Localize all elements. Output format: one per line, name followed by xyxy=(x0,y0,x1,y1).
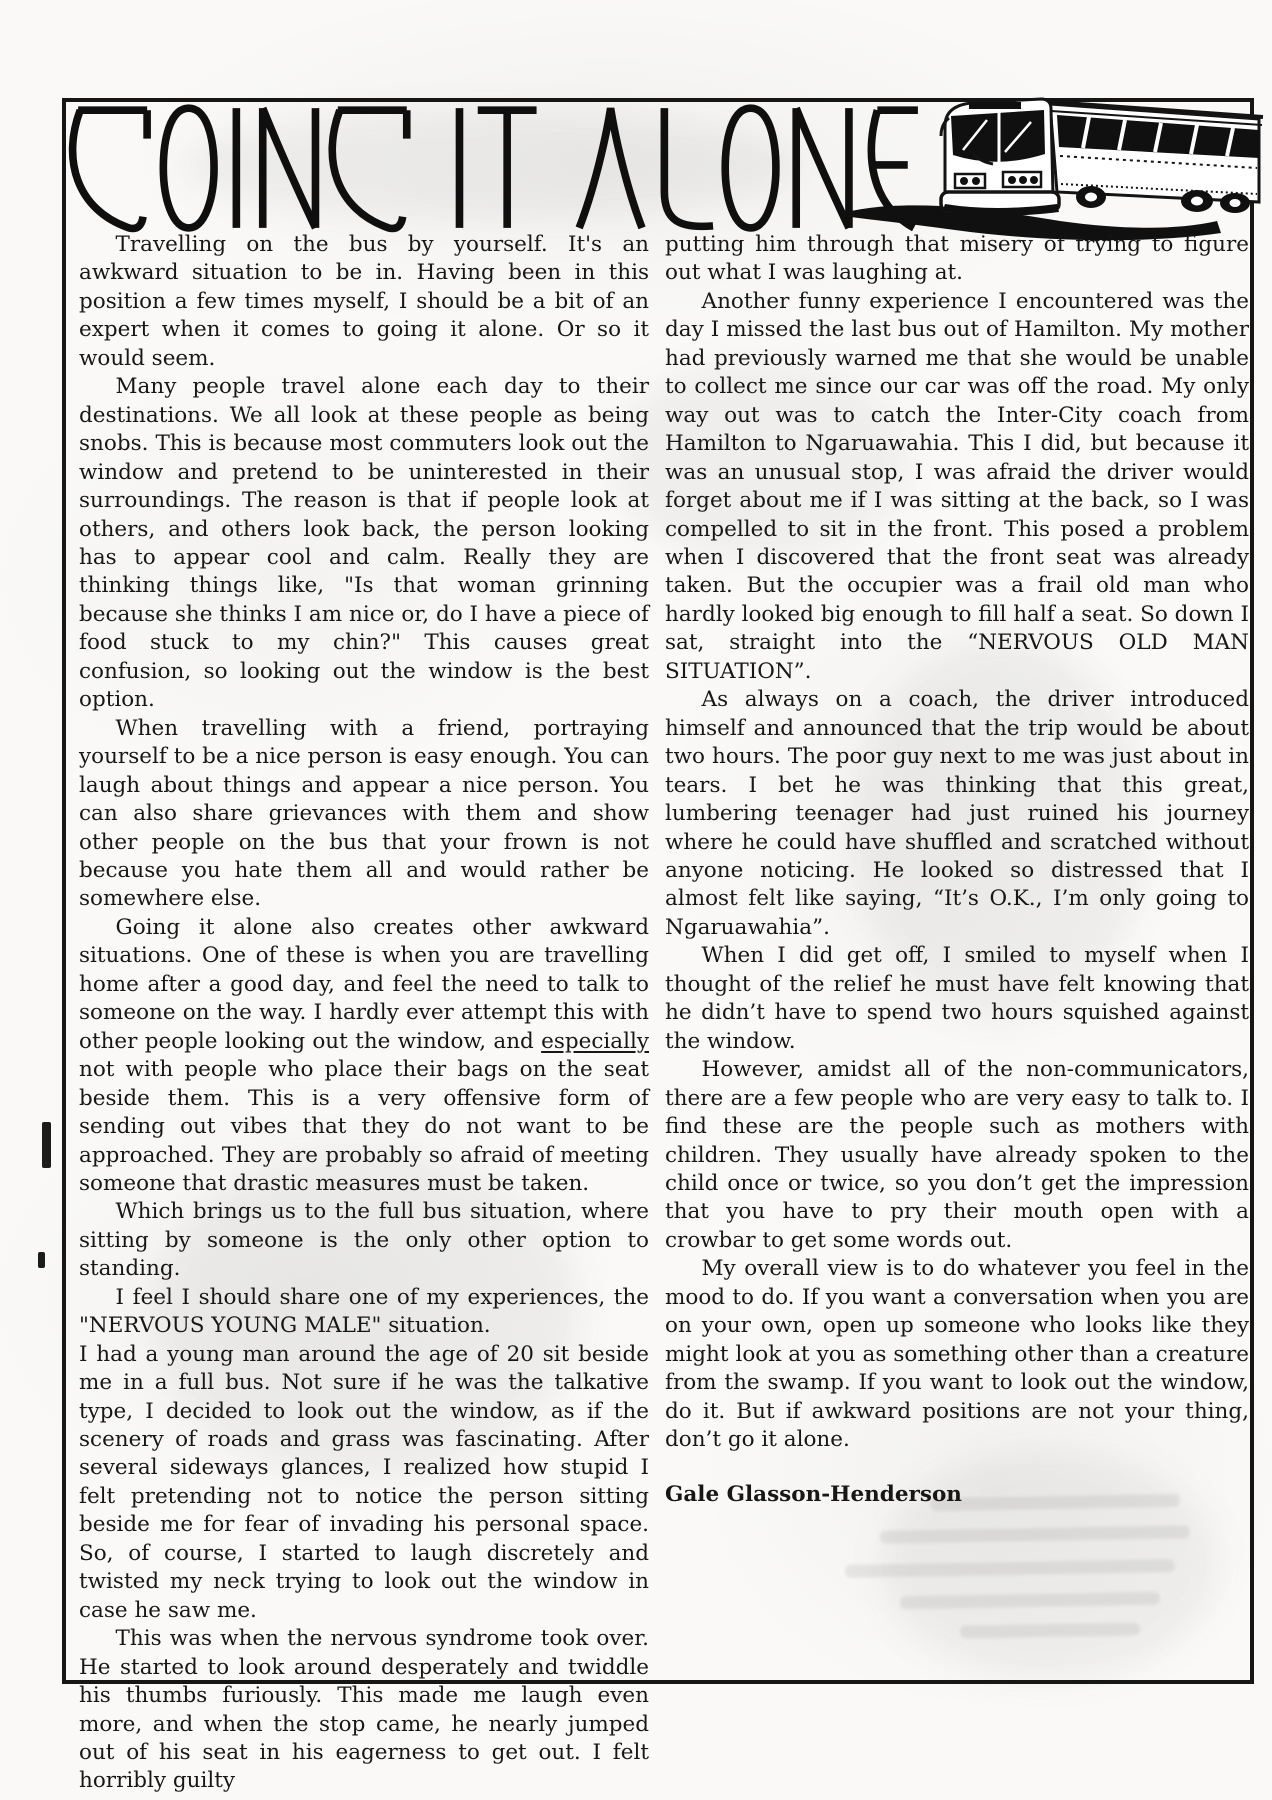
paragraph: I had a young man around the age of 20 sit beside me in a full bus. Not sure if he was the talkative type, I decided to look out the window, as if the scenery of roads and grass was fascinating. After several sideways glances, I realized how stupid I felt pretending not to notice the person sitting beside me for fear of invading his personal space. So, of course, I started to laugh discretely and twisted my neck trying to look out the window in case he saw me. xyxy=(79,1341,649,1623)
paragraph: However, amidst all of the non-communicators, there are a few people who are very easy to talk to. I find these are the people such as mothers with children. They usually have already spoken to the child once or twice, so you don’t get the impression that you have to pry their mouth open with a crowbar to get some words out. xyxy=(665,1057,1249,1253)
bus-illustration xyxy=(845,84,1270,242)
byline: Gale Glasson-Henderson xyxy=(665,1482,962,1508)
paragraph: I feel I should share one of my experiences, the "NERVOUS YOUNG MALE" situation. xyxy=(79,1284,649,1339)
paragraph: Going it alone also creates other awkward situations. One of these is when you are travelling home after a good day, and feel the need to talk to someone on the way. I hardly ever attempt this with other people looking out the window, and especially not with people who place their bags on the seat beside them. This is a very offensive form of sending out vibes that they do not want to be approached. They are probably so afraid of meeting someone that drastic measures must be taken. xyxy=(79,914,649,1196)
article-title-svg xyxy=(68,96,924,236)
paragraph: As always on a coach, the driver introduced himself and announced that the trip would be about two hours. The poor guy next to me was just about in tears. I bet he was thinking that this great, lumbering teenager had just ruined his journey where he could have shuffled and scratched without anyone noticing. He looked so distressed that I almost felt like saying, “It’s O.K., I’m only going to Ngaruawahia”. xyxy=(665,687,1249,940)
scan-artifact xyxy=(42,1122,51,1168)
article-column-2 xyxy=(665,231,1249,1510)
paragraph: My overall view is to do whatever you feel in the mood to do. If you want a conversation when you are on your own, open up someone who looks like they might look at you as something other than a creature from the swamp. If you want to look out the window, do it. But if awkward positions are not your thing, don’t go it alone. xyxy=(665,1256,1249,1453)
paragraph: This was when the nervous syndrome took over. He started to look around desperately and twiddle his thumbs furiously. This made me laugh even more, and when the stop came, he nearly jumped out of his seat in his eagerness to get out. I felt horribly guilty xyxy=(79,1626,649,1794)
paragraph: When I did get off, I smiled to myself when I thought of the relief he must have felt knowing that he didn’t have to spend two hours squished against the window. xyxy=(665,943,1249,1054)
article-column-1 xyxy=(79,231,649,1796)
paragraph: Which brings us to the full bus situation, where sitting by someone is the only other option to standing. xyxy=(79,1199,649,1282)
page-title xyxy=(0,0,1,1)
paragraph: Many people travel alone each day to their destinations. We all look at these people as being snobs. This is because most commuters look out the window and pretend to be uninterested in their surroundings. The reason is that if people look at others, and others look back, the person looking has to appear cool and calm. Really they are thinking things like, "Is that woman grinning because she thinks I am nice or, do I have a piece of food stuck to my chin?" This causes great confusion, so looking out the window is the best option. xyxy=(79,374,649,713)
paragraph: Another funny experience I encountered was the day I missed the last bus out of Hamilton. My mother had previously warned me that she would be unable to collect me since our car was off the road. My only way out was to catch the Inter-City coach from Hamilton to Ngaruawahia. This I did, but because it was an unusual stop, I was afraid the driver would forget about me if I was sitting at the back, so I was compelled to sit in the front. This posed a problem when I discovered that the front seat was already taken. But the occupier was a frail old man who hardly looked big enough to fill half a seat. So down I sat, straight into the “NERVOUS OLD MAN SITUATION”. xyxy=(665,288,1249,684)
paragraph: putting him through that misery of trying to figure out what I was laughing at. xyxy=(665,232,1249,286)
paragraph: When travelling with a friend, portraying yourself to be a nice person is easy enough. You can laugh about things and appear a nice person. You can also share grievances with them and show other people on the bus that your frown is not because you hate them all and would rather be somewhere else. xyxy=(79,715,649,912)
paragraph: Travelling on the bus by yourself. It's an awkward situation to be in. Having been in this position a few times myself, I should be a bit of an expert when it comes to going it alone. Or so it would seem. xyxy=(79,232,649,371)
scan-artifact xyxy=(38,1252,45,1268)
